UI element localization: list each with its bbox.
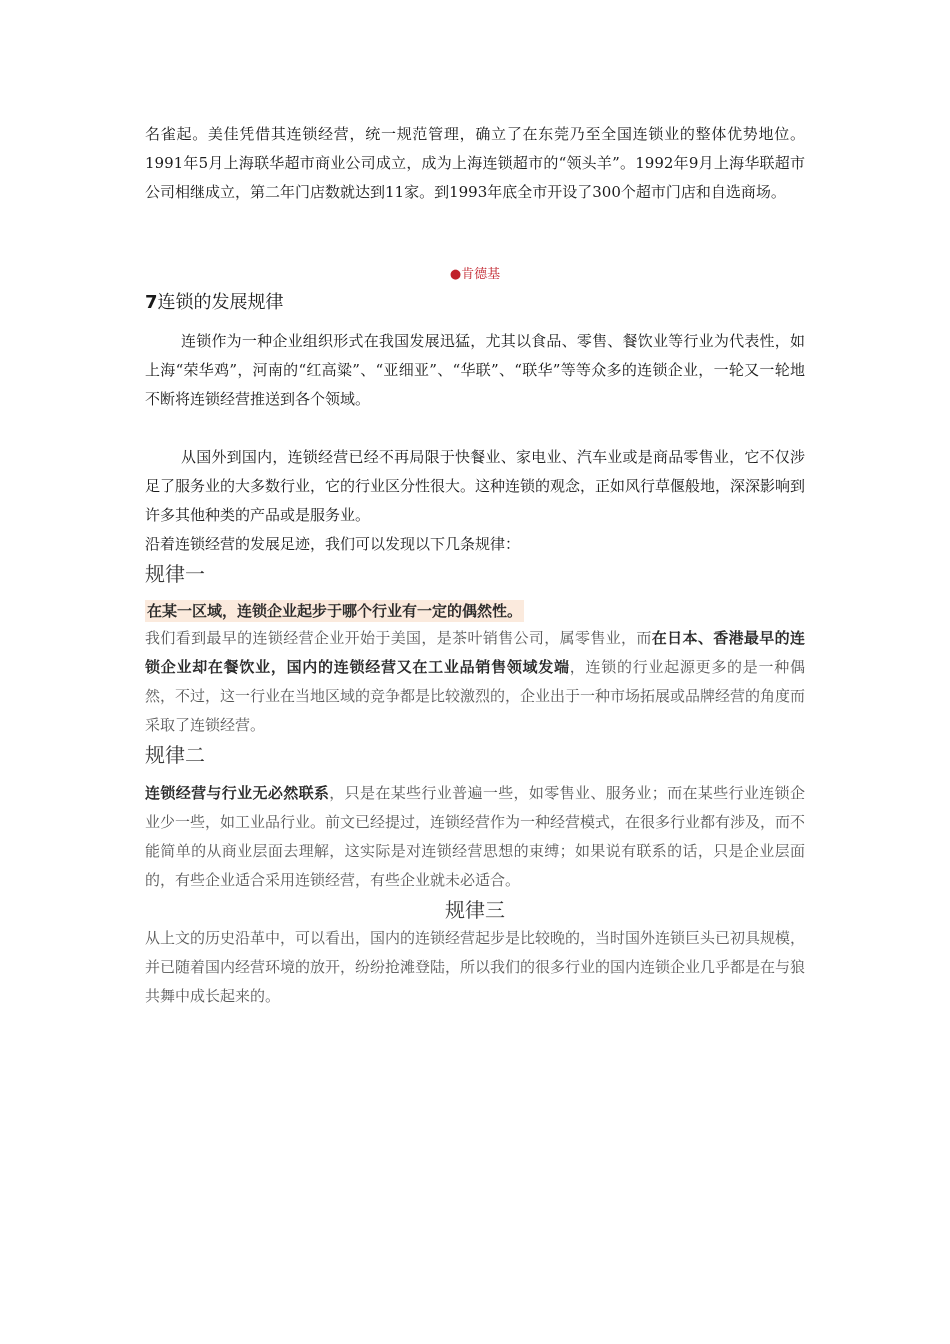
section-title: 连锁的发展规律 (157, 292, 284, 313)
rule-1-bold-text: 在日本、香港最早的连锁企业却在餐饮业，国内的连锁经营又在工业品销售领域发端 (145, 629, 805, 676)
paragraph-2: 从国外到国内，连锁经营已经不再局限于快餐业、家电业、汽车业或是商品零售业，它不仅涉足了服务业的大多数行业，它的行业区分性很大。这种连锁的观念，正如风行草偃般地，深深影响到许多其他种类的产品或是服务业。 (145, 448, 806, 524)
section-heading (145, 289, 805, 317)
intro-paragraph: 名雀起。美佳凭借其连锁经营，统一规范管理，确立了在东莞乃至全国连锁业的整体优势地位。1991年5月上海联华超市商业公司成立，成为上海连锁超市的“领头羊”。1992年9月上海华联超市公司相继成立，第二年门店数就达到11家。到1993年底全市开设了300个超市门店和自选商场。 (145, 125, 805, 201)
paragraph-3: 沿着连锁经营的发展足迹，我们可以发现以下几条规律： (145, 535, 521, 553)
rule-1-paragraph (145, 624, 805, 740)
rule-3-heading: 规律三 (445, 898, 505, 922)
rule-1-text-b: ，连锁的行业起源更多的是一种偶然，不过，这一行业在当地区域的竞争都是比较激烈的，企业出于一种市场拓展或品牌经营的角度而采取了连锁经营。 (145, 658, 806, 734)
rule-3-paragraph: 从上文的历史沿革中，可以看出，国内的连锁经营起步是比较晚的，当时国外连锁巨头已初具规模，并已随着国内经营环境的放开，纷纷抢滩登陆，所以我们的很多行业的国内连锁企业几乎都是在与狼共舞中成长起来的。 (145, 929, 806, 1005)
section-number: 7 (145, 292, 158, 313)
rule-2-bold-text: 连锁经营与行业无必然联系 (145, 784, 330, 802)
rule-1-text-a: 我们看到最早的连锁经营企业开始于美国，是茶叶销售公司，属零售业，而 (145, 629, 652, 647)
paragraph-1: 连锁作为一种企业组织形式在我国发展迅猛，尤其以食品、零售、餐饮业等行业为代表性，如上海“荣华鸡”，河南的“红高粱”、“亚细亚”、“华联”、“联华”等等众多的连锁企业，一轮又一轮地不断将连锁经营推送到各个领域。 (145, 332, 805, 408)
rule-2-heading: 规律二 (145, 743, 205, 767)
rule-2-text: ，只是在某些行业普遍一些，如零售业、服务业；而在某些行业连锁企业少一些，如工业品行业。前文已经提过，连锁经营作为一种经营模式，在很多行业都有涉及，而不能简单的从商业层面去理解，这实际是对连锁经营思想的束缚；如果说有联系的话，只是企业层面的，有些企业适合采用连锁经营，有些企业就未必适合。 (145, 784, 806, 889)
rule-1-highlight-line (145, 600, 805, 622)
rule-2-paragraph (145, 779, 805, 895)
image-caption: ●肯德基 (449, 267, 501, 282)
rule-1-highlight: 在某一区域，连锁企业起步于哪个行业有一定的偶然性。 (147, 602, 523, 620)
rule-1-heading: 规律一 (145, 562, 205, 586)
document-page (145, 120, 805, 1011)
